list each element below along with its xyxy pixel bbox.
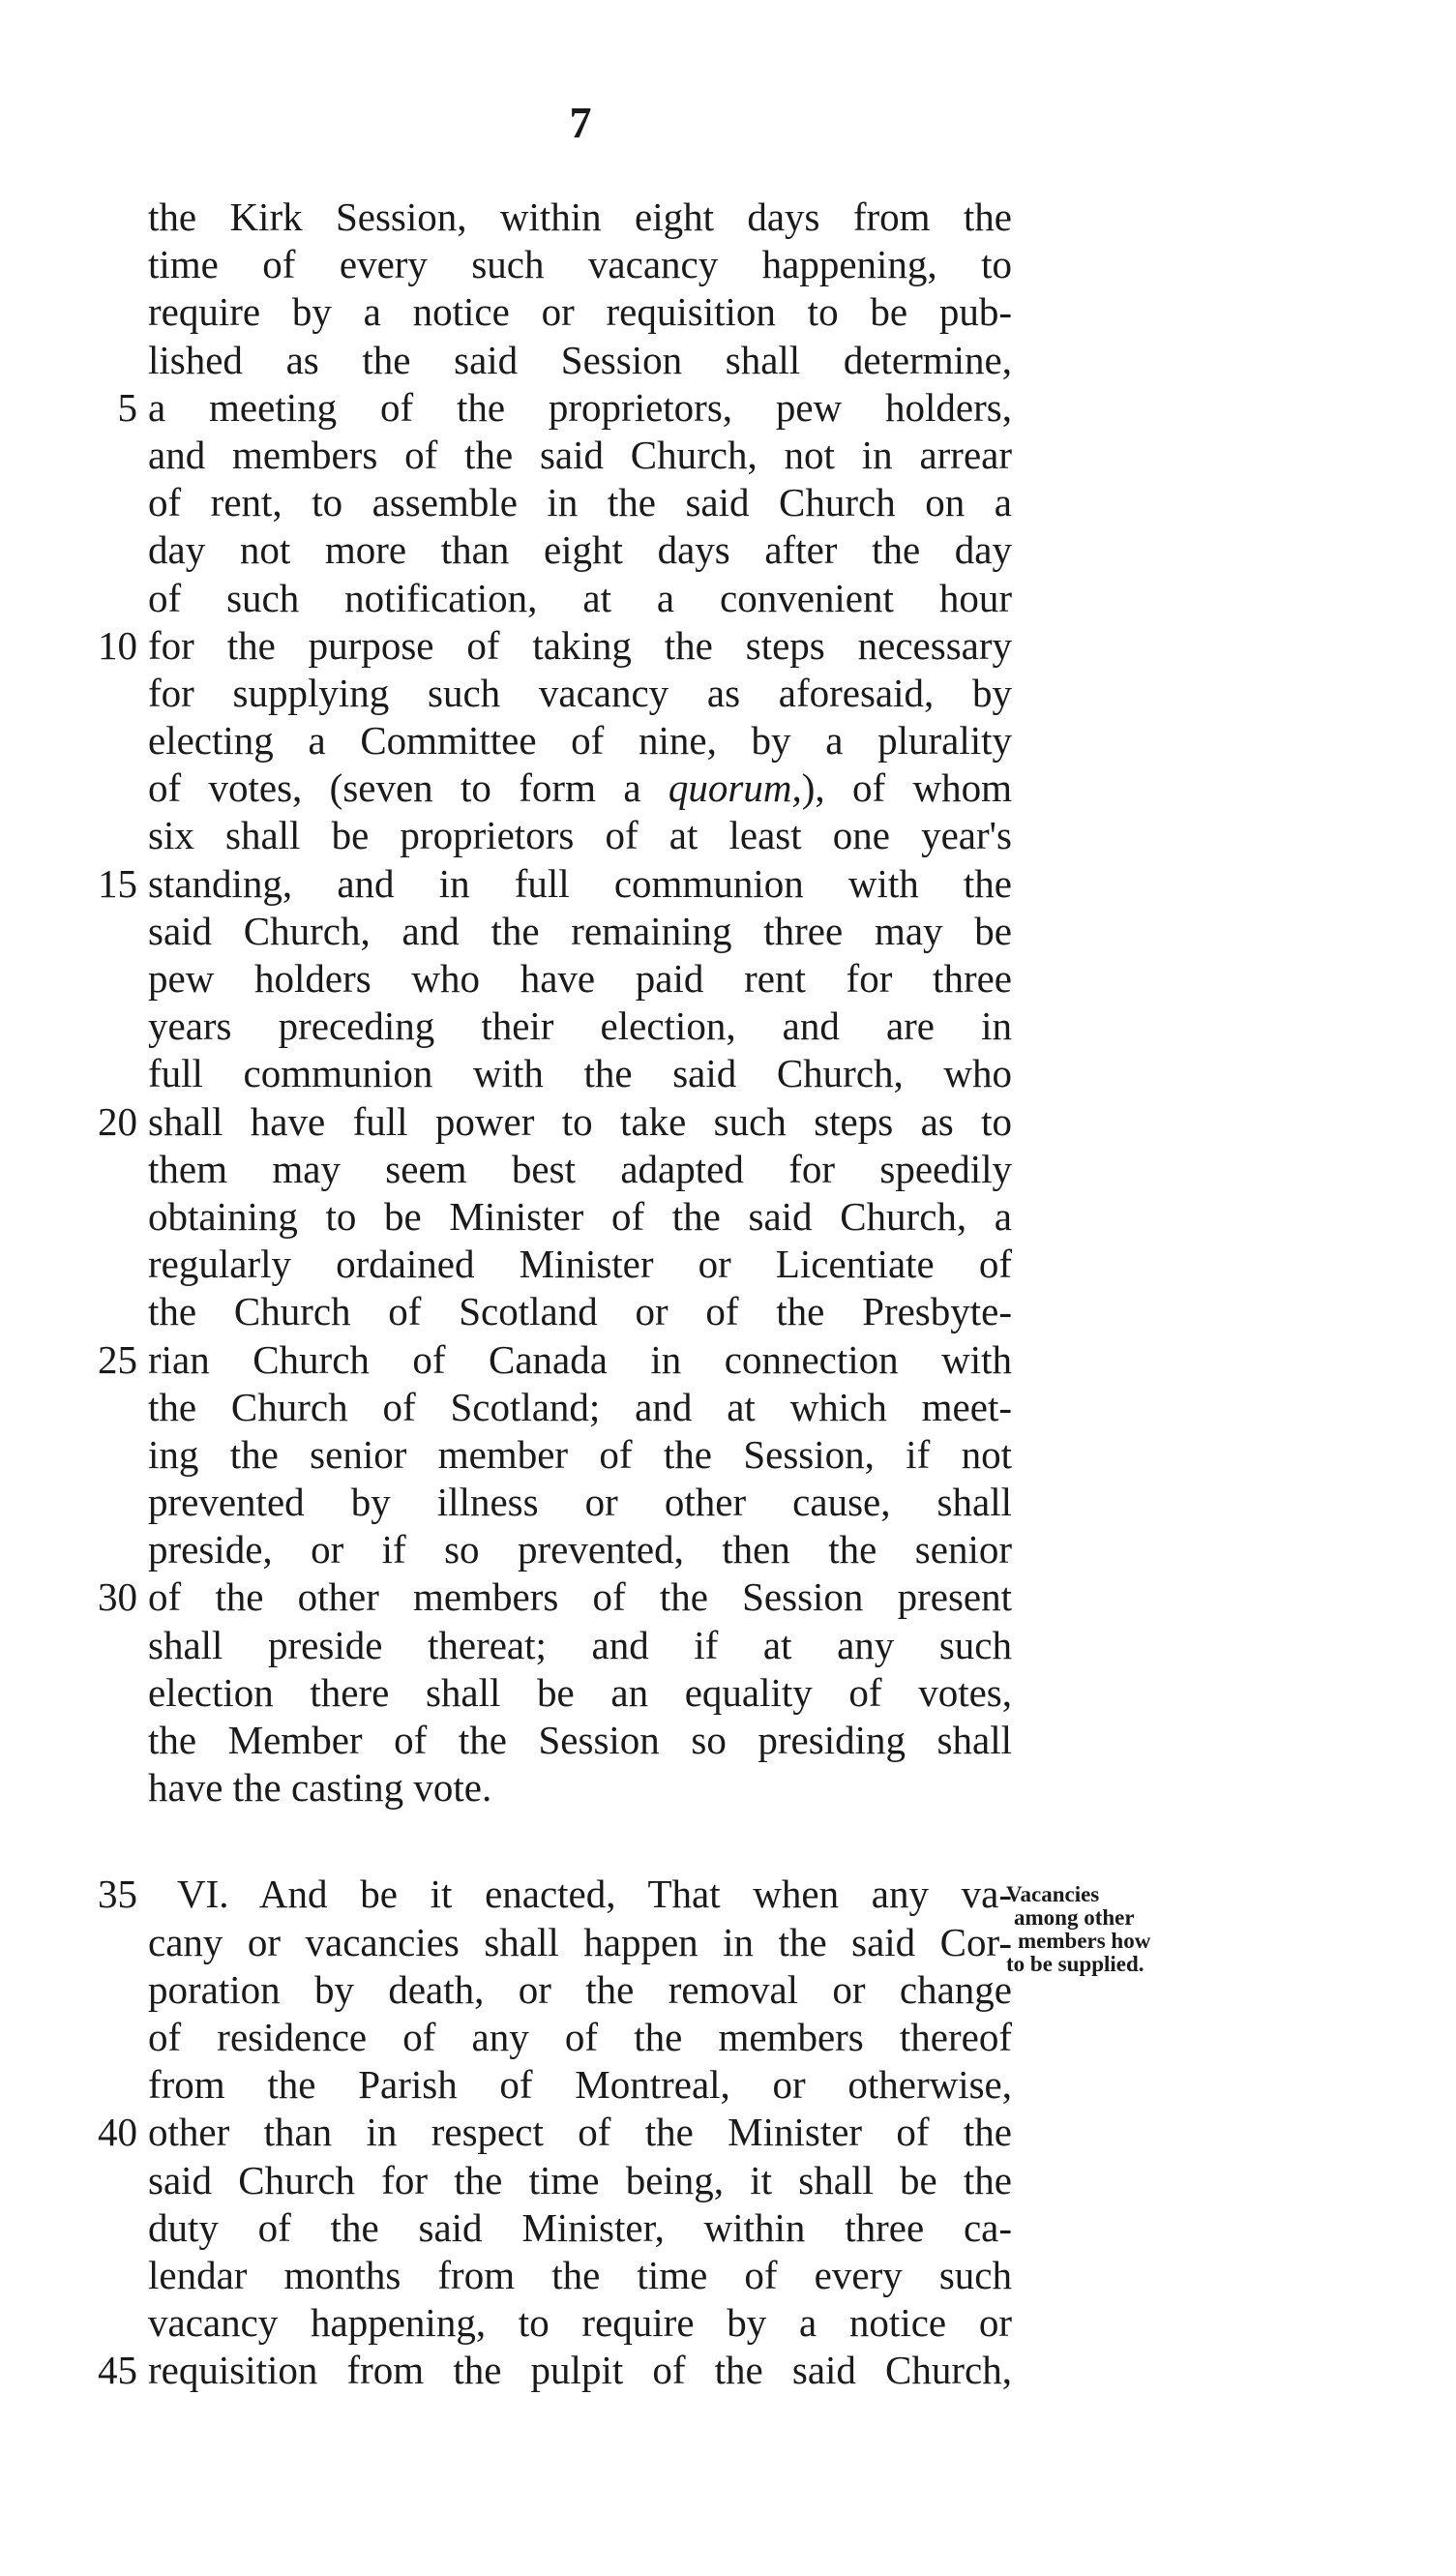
- text-line: [58, 2347, 1219, 2394]
- line-text: lished as the said Session shall determine,: [148, 337, 1012, 382]
- text-line: [58, 1526, 1219, 1573]
- line-number: 5: [117, 384, 137, 430]
- text-line: [58, 1050, 1219, 1097]
- text-line: [58, 1288, 1219, 1335]
- line-text: of rent, to assemble in the said Church on a: [148, 480, 1012, 525]
- text-line: [58, 1241, 1219, 1288]
- text-line: [58, 1669, 1219, 1717]
- line-text: day not more than eight days after the day: [148, 527, 1012, 573]
- body-text: [58, 194, 1219, 2394]
- text-line: [58, 1622, 1219, 1669]
- line-number: 40: [98, 2110, 137, 2155]
- line-text: regularly ordained Minister or Licentiate of: [148, 1242, 1012, 1287]
- line-text: the Member of the Session so presiding shall: [148, 1718, 1012, 1762]
- line-number: 15: [98, 860, 137, 906]
- text-line: [58, 1573, 1219, 1621]
- line-text: for supplying such vacancy as aforesaid, by: [148, 670, 1012, 715]
- line-text: election there shall be an equality of votes,: [148, 1669, 1012, 1715]
- text-line: [58, 622, 1219, 670]
- text-line: [58, 860, 1219, 908]
- text-line: [58, 479, 1219, 526]
- text-line: [58, 575, 1219, 622]
- line-text: from the Parish of Montreal, or otherwise,: [148, 2062, 1012, 2108]
- text-line: [58, 1764, 1219, 1812]
- text-line: [58, 194, 1219, 241]
- line-text: VI. And be it enacted, That when any va-: [177, 1872, 1012, 1917]
- line-text: vacancy happening, to require by a notice or: [148, 2300, 1012, 2346]
- line-text: lendar months from the time of every such: [148, 2252, 1012, 2297]
- line-text: the Church of Scotland; and at which meet-: [148, 1384, 1012, 1429]
- line-text: the Church of Scotland or of the Presbyte-: [148, 1289, 1012, 1334]
- line-text: of such notification, at a convenient hour: [148, 575, 1012, 620]
- text-line: [58, 288, 1219, 336]
- line-text: time of every such vacancy happening, to: [148, 242, 1012, 287]
- line-text: require by a notice or requisition to be pub-: [148, 289, 1012, 335]
- margin-note-line: among other: [1014, 1905, 1135, 1930]
- text-line: [58, 1384, 1219, 1431]
- text-line: [58, 1479, 1219, 1526]
- margin-note-line: members how: [1018, 1929, 1151, 1953]
- text-line: [58, 812, 1219, 859]
- margin-note-line: to be supplied.: [1006, 1952, 1144, 1976]
- line-text: obtaining to be Minister of the said Church, a: [148, 1193, 1012, 1239]
- text-line: [58, 241, 1219, 288]
- text-line: [58, 1098, 1219, 1146]
- text-line: [58, 908, 1219, 955]
- text-line: [58, 2061, 1219, 2109]
- text-line: [58, 526, 1219, 574]
- line-text: of residence of any of the members thereof: [148, 2014, 1012, 2059]
- text-line: [58, 2204, 1219, 2252]
- text-line: [58, 670, 1219, 717]
- line-text: said Church, and the remaining three may be: [148, 908, 1012, 953]
- page-number: 7: [569, 98, 592, 147]
- line-text: six shall be proprietors of at least one year's: [148, 813, 1012, 858]
- text-line: [58, 2252, 1219, 2299]
- margin-note-vacancies: [1006, 1883, 1229, 1976]
- line-text: electing a Committee of nine, by a plurality: [148, 718, 1012, 764]
- paragraph-gap: [58, 1812, 1219, 1871]
- line-text: duty of the said Minister, within three ca-: [148, 2204, 1012, 2250]
- text-line: [58, 1336, 1219, 1384]
- line-text: shall preside thereat; and if at any such: [148, 1622, 1012, 1667]
- line-text: other than in respect of the Minister of the: [148, 2110, 1012, 2155]
- text-line: [58, 1431, 1219, 1479]
- line-text: cany or vacancies shall happen in the said Cor-: [148, 1919, 1012, 1964]
- line-number: 10: [98, 622, 137, 668]
- line-text: poration by death, or the removal or change: [148, 1966, 1012, 2012]
- line-text: ing the senior member of the Session, if not: [148, 1431, 1012, 1477]
- line-text-part: ), of whom: [801, 765, 1012, 811]
- paragraph-continued: [58, 194, 1219, 1812]
- line-text: full communion with the said Church, who: [148, 1051, 1012, 1096]
- text-line: [58, 337, 1219, 384]
- text-line: [58, 432, 1219, 479]
- text-line: [58, 717, 1219, 764]
- line-text: them may seem best adapted for speedily: [148, 1146, 1012, 1191]
- line-text: [148, 764, 1012, 812]
- line-text: and members of the said Church, not in arrear: [148, 432, 1012, 477]
- line-text: rian Church of Canada in connection with: [148, 1336, 1012, 1382]
- line-text: standing, and in full communion with the: [148, 860, 1012, 906]
- line-text: shall have full power to take such steps as to: [148, 1098, 1012, 1144]
- line-text: requisition from the pulpit of the said Church,: [148, 2348, 1012, 2393]
- text-line: [58, 384, 1219, 432]
- text-line: [58, 2299, 1219, 2347]
- line-text: have the casting vote.: [148, 1765, 492, 1811]
- line-number: 20: [98, 1098, 137, 1144]
- text-line: [58, 2014, 1219, 2061]
- text-line: [58, 2109, 1219, 2156]
- text-line: [58, 2157, 1219, 2204]
- text-line: [58, 1146, 1219, 1193]
- line-text: pew holders who have paid rent for three: [148, 956, 1012, 1001]
- line-number: 25: [98, 1336, 137, 1382]
- line-number: 30: [98, 1574, 137, 1620]
- line-text: prevented by illness or other cause, shall: [148, 1480, 1012, 1525]
- text-line: [58, 1003, 1219, 1050]
- line-text: of the other members of the Session present: [148, 1574, 1012, 1620]
- line-text: years preceding their election, and are in: [148, 1003, 1012, 1049]
- text-line: [58, 1193, 1219, 1241]
- line-number: 45: [98, 2348, 137, 2393]
- text-line: [58, 955, 1219, 1003]
- line-text-part: of votes, (seven to form a: [148, 765, 669, 811]
- text-line: [58, 764, 1219, 812]
- line-text: the Kirk Session, within eight days from the: [148, 195, 1012, 239]
- line-number: 35: [98, 1872, 137, 1917]
- italic-term: quorum,: [668, 765, 802, 811]
- line-text: said Church for the time being, it shall be the: [148, 2157, 1012, 2202]
- line-text: a meeting of the proprietors, pew holders,: [148, 384, 1012, 430]
- line-text: preside, or if so prevented, then the senior: [148, 1527, 1012, 1573]
- margin-note-line: Vacancies: [1006, 1882, 1100, 1906]
- text-line: [58, 1717, 1219, 1764]
- line-text: for the purpose of taking the steps necessary: [148, 622, 1012, 668]
